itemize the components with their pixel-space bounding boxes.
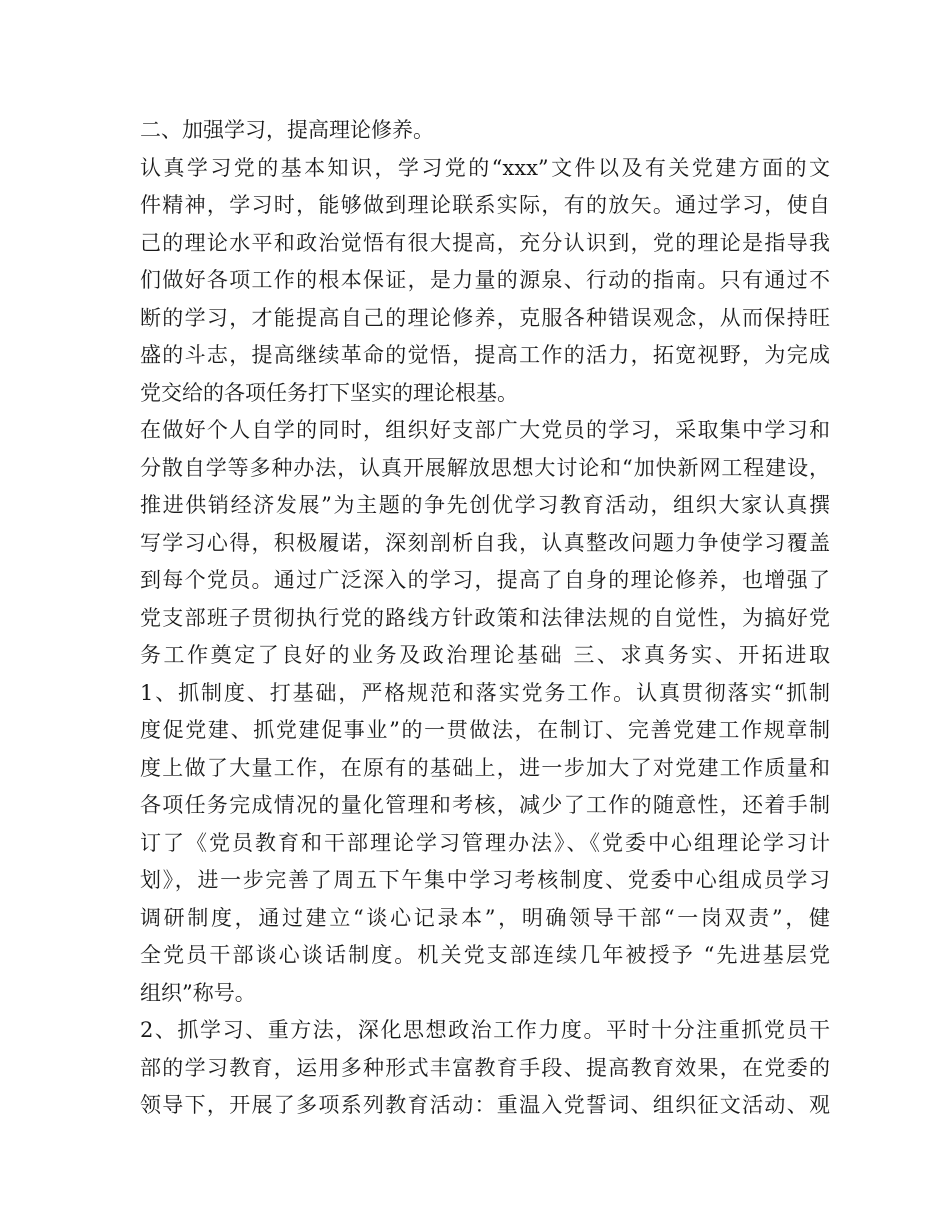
text-line-8: 党交给的各项任务打下坚实的理论根基。 (140, 380, 518, 405)
text-line-13: 到每个党员。通过广泛深入的学习，提高了自身的理论修养，也增强了 (140, 568, 830, 592)
text-line-5: 们做好各项工作的根本保证，是力量的源泉、行动的指南。只有通过不 (140, 268, 830, 292)
text-line-7: 盛的斗志，提高继续革命的觉悟，提高工作的活力，拓宽视野，为完成 (140, 343, 830, 367)
text-line-20: 订了《党员教育和干部理论学习管理办法》、《党委中心组理论学习计 (140, 830, 830, 855)
text-line-18: 度上做了大量工作，在原有的基础上，进一步加大了对党建工作质量和 (140, 755, 830, 780)
text-line-26: 部的学习教育，运用多种形式丰富教育手段、提高教育效果，在党委的 (140, 1055, 830, 1080)
text-line-22: 调研制度，通过建立“谈心记录本”，明确领导干部“一岗双责”，健 (140, 905, 830, 930)
text-line-23: 全党员干部谈心谈话制度。机关党支部连续几年被授予 “先进基层党 (140, 943, 830, 967)
text-line-16: 1、抓制度、打基础，严格规范和落实党务工作。认真贯彻落实“抓制 (140, 680, 830, 705)
text-line-4: 己的理论水平和政治觉悟有很大提高，充分认识到，党的理论是指导我 (140, 230, 830, 255)
text-line-6: 断的学习，才能提高自己的理论修养，克服各种错误观念，从而保持旺 (140, 305, 830, 330)
text-line-2: 认真学习党的基本知识，学习党的“xxx”文件以及有关党建方面的文 (140, 155, 830, 180)
text-line-10: 分散自学等多种办法，认真开展解放思想大讨论和“加快新网工程建设， (140, 455, 830, 480)
text-line-1: 二、加强学习，提高理论修养。 (140, 118, 434, 142)
text-line-25: 2、抓学习、重方法，深化思想政治工作力度。平时十分注重抓党员干 (140, 1018, 830, 1042)
text-line-17: 度促党建、抓党建促事业”的一贯做法，在制订、完善党建工作规章制 (140, 718, 830, 742)
text-line-9: 在做好个人自学的同时，组织好支部广大党员的学习，采取集中学习和 (140, 418, 830, 442)
text-line-14: 党支部班子贯彻执行党的路线方针政策和法律法规的自觉性，为搞好党 (140, 605, 830, 630)
text-line-24: 组织”称号。 (140, 980, 256, 1005)
text-line-21: 划》，进一步完善了周五下午集中学习考核制度、党委中心组成员学习 (140, 868, 830, 892)
text-line-27: 领导下，开展了多项系列教育活动：重温入党誓词、组织征文活动、观 (140, 1093, 830, 1117)
document-body (140, 112, 830, 1125)
text-line-19: 各项任务完成情况的量化管理和考核，减少了工作的随意性，还着手制 (140, 793, 830, 817)
text-line-11: 推进供销经济发展”为主题的争先创优学习教育活动，组织大家认真撰 (140, 493, 830, 517)
text-line-3: 件精神，学习时，能够做到理论联系实际，有的放矢。通过学习，使自 (140, 193, 830, 217)
text-line-15: 务工作奠定了良好的业务及政治理论基础 三、求真务实、开拓进取 (140, 643, 830, 667)
text-line-12: 写学习心得，积极履诺，深刻剖析自我，认真整改问题力争使学习覆盖 (140, 530, 830, 555)
